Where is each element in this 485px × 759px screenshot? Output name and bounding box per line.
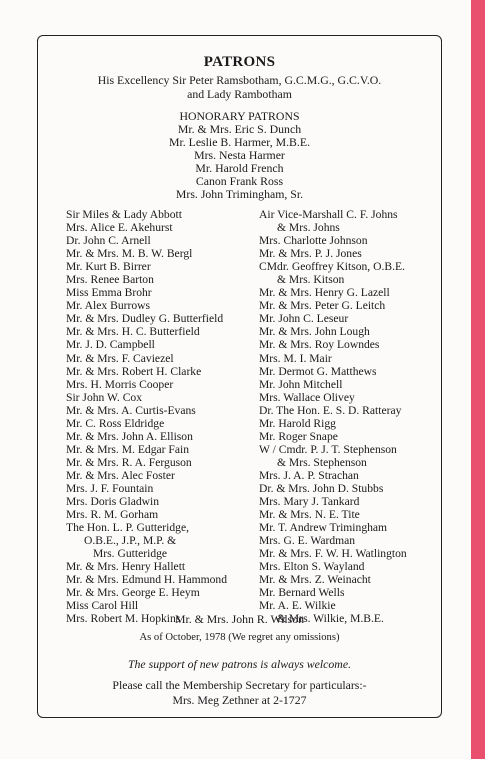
patron-entry: Mrs. J. F. Fountain [66, 481, 154, 495]
patron-entry: Mr. J. D. Campbell [66, 338, 155, 352]
patron-entry: Mrs. Robert M. Hopkins [66, 612, 181, 626]
patron-entry: Mr. & Mrs. Alec Foster [66, 468, 175, 482]
call-instructions: Please call the Membership Secretary for particulars:- [112, 678, 367, 692]
patron-entry: W / Cmdr. P. J. T. Stephenson [259, 442, 397, 456]
patron-entry: Mr. & Mrs. P. J. Jones [259, 247, 362, 261]
patron-entry-continued: & Mrs. Kitson [277, 273, 345, 287]
patron-entry: Mr. & Mrs. George E. Heym [66, 586, 200, 600]
patron-entry: Mr. & Mrs. R. A. Ferguson [66, 455, 192, 469]
patron-entry: Mr. John Mitchell [259, 377, 343, 391]
patron-entry: Mrs. G. E. Wardman [259, 534, 356, 548]
patron-entry: Mr. & Mrs. N. E. Tite [259, 508, 360, 522]
patron-entry: Mrs. Renee Barton [66, 273, 154, 287]
excellency-line-2: and Lady Rambotham [187, 87, 292, 101]
patron-entry: Mr. & Mrs. F. W. H. Watlington [259, 547, 407, 561]
patron-entry: Mr. Alex Burrows [66, 299, 151, 313]
patron-entry-continued: O.B.E., J.P., M.P. & [84, 534, 177, 548]
patron-entry: Dr. The Hon. E. S. D. Ratteray [259, 403, 402, 417]
patron-entry: Mr. & Mrs. John Lough [259, 325, 370, 339]
patron-entry: Mrs. J. A. P. Strachan [259, 468, 359, 482]
honorary-patron: Mrs. John Trimingham, Sr. [175, 187, 304, 201]
patron-entry-final: Mr. & Mrs. John R. Wilson [174, 612, 305, 626]
patron-entry: Mr. Harold Rigg [259, 416, 336, 430]
patron-entry: Mr. C. Ross Eldridge [66, 416, 165, 430]
patron-entry: Mr. & Mrs. Henry G. Lazell [259, 286, 390, 300]
patron-entry: Dr. & Mrs. John D. Stubbs [259, 481, 384, 495]
patron-entry: Mrs. Alice E. Akehurst [66, 221, 173, 235]
patron-entry: Mr. & Mrs. A. Curtis-Evans [66, 403, 196, 417]
patron-entry: Mrs. Doris Gladwin [66, 495, 160, 509]
excellency-line-1: His Excellency Sir Peter Ramsbotham, G.C.M.G., G.C.V.O. [97, 73, 382, 87]
patron-entry: Mr. T. Andrew Trimingham [259, 521, 388, 535]
patron-entry: Mrs. M. I. Mair [259, 351, 332, 365]
patron-entry: Mr. A. E. Wilkie [259, 599, 336, 613]
honorary-patron: Mrs. Nesta Harmer [194, 148, 285, 162]
patron-entry: Mr. & Mrs. Henry Hallett [66, 560, 186, 574]
patron-entry: The Hon. L. P. Gutteridge, [66, 521, 190, 535]
pink-backing-edge [471, 0, 485, 759]
patron-entry: Mr. Dermot G. Matthews [259, 364, 377, 378]
patron-entry: Miss Emma Brohr [66, 286, 152, 300]
patron-entry: Mr. & Mrs. Robert H. Clarke [66, 364, 202, 378]
patron-entry: Mr. & Mrs. M. Edgar Fain [66, 442, 190, 456]
honorary-patron: Canon Frank Ross [195, 174, 284, 188]
patron-entry: Air Vice-Marshall C. F. Johns [259, 208, 398, 221]
patron-entry: Mr. & Mrs. Roy Lowndes [259, 338, 380, 352]
patron-entry: Mr. Roger Snape [259, 429, 338, 443]
patron-entry: Mr. & Mrs. M. B. W. Bergl [66, 247, 193, 261]
patron-entry: Sir Miles & Lady Abbott [66, 208, 182, 221]
patron-entry-continued: & Mrs. Johns [277, 221, 340, 235]
patrons-left-column [66, 208, 254, 626]
patron-entry: Mr. Kurt B. Birrer [66, 260, 151, 274]
patron-entry: Mr. John C. Leseur [259, 312, 349, 326]
patron-entry: Mr. & Mrs. Peter G. Leitch [259, 299, 386, 313]
patron-entry: Miss Carol Hill [66, 599, 139, 613]
patron-entry-continued: & Mrs. Stephenson [277, 455, 367, 469]
patron-entry: Mrs. Elton S. Wayland [259, 560, 365, 574]
patrons-right-column [259, 208, 439, 626]
patron-entry: CMdr. Geoffrey Kitson, O.B.E. [259, 260, 405, 274]
contact-line: Mrs. Meg Zethner at 2-1727 [172, 693, 307, 707]
patron-entry: Dr. John C. Arnell [66, 234, 151, 248]
honorary-patron: Mr. Leslie B. Harmer, M.B.E. [168, 135, 311, 149]
support-note: The support of new patrons is always welcome. [127, 657, 352, 671]
patron-entry: Mrs. Wallace Olivey [259, 390, 355, 404]
honorary-patron: Mr. & Mrs. Eric S. Dunch [177, 122, 302, 136]
patron-entry-continued: & Mrs. Wilkie, M.B.E. [277, 612, 384, 626]
patron-entry: Mr. & Mrs. H. C. Butterfield [66, 325, 200, 339]
patron-entry: Mrs. H. Morris Cooper [66, 377, 174, 391]
honorary-heading: HONORARY PATRONS [179, 109, 300, 123]
patron-entry: Mr. & Mrs. John A. Ellison [66, 429, 193, 443]
as-of-note: As of October, 1978 (We regret any omissions) [139, 632, 340, 643]
patron-entry: Mr. & Mrs. Z. Weinacht [259, 573, 371, 587]
patron-entry: Mr. Bernard Wells [259, 586, 345, 600]
page-title: PATRONS [203, 54, 276, 70]
patron-entry: Mrs. Charlotte Johnson [259, 234, 368, 248]
patron-entry: Mr. & Mrs. F. Caviezel [66, 351, 174, 365]
honorary-patron: Mr. Harold French [195, 161, 284, 175]
patron-entry: Mr. & Mrs. Edmund H. Hammond [66, 573, 228, 587]
patron-entry: Mr. & Mrs. Dudley G. Butterfield [66, 312, 224, 326]
patron-entry: Sir John W. Cox [66, 390, 143, 404]
patron-entry: Mrs. R. M. Gorham [66, 508, 159, 522]
patron-entry: Mrs. Mary J. Tankard [259, 495, 360, 509]
patron-entry-continued: Mrs. Gutteridge [93, 547, 168, 561]
